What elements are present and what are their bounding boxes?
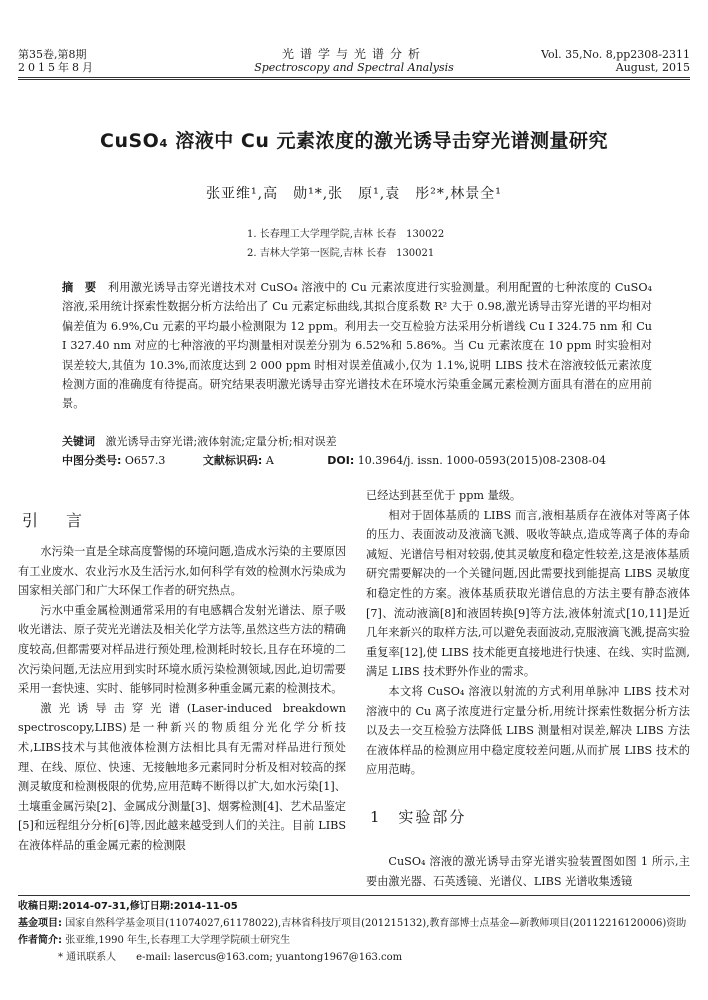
paragraph: 相对于固体基质的 LIBS 而言,液相基质存在液体对等离子体的压力、表面波动及液滴飞溅、吸收等缺点,造成等离子体的寿命减短、光谱信号相对较弱,使其灵敏度和稳定性较差,这是液体基质研究需要解决的一个关键问题,因此需要找到能提高 LIBS 灵敏度和稳定性的方案。液体基质获取光谱信息的方法主要有静态液体[7]、流动液滴[8]和液固转换[9]等方法,液体射流式[10,11]是近几年来新兴的取样方法,可以避免表面波动,克服液滴飞溅,提高实验重复率[12],使 LIBS 技术能更直接地进行快速、在线、实时监测,满足 LIBS 技术野外作业的需求。	[366, 508, 690, 679]
abstract-text: 利用激光诱导击穿光谱技术对 CuSO₄ 溶液中的 Cu 元素浓度进行实验测量。利用配置的七种浓度的 CuSO₄ 溶液,采用统计探索性数据分析方法给出了 Cu 元素定标曲线,其拟合度系数 R² 大于 0.98,激光诱导击穿光谱的平均相对偏差值为 6.9%,Cu 元素的平均最小检测限为 12 ppm。利用去一交互检验方法采用分析谱线 Cu Ⅰ 324.75 nm 和 Cu Ⅰ 327.40 nm 对应的七种溶液的平均测量相对误差分别为 6.52%和 5.86%。当 Cu 元素浓度在 10 ppm 时实验相对误差较大,其值为 10.3%,而浓度达到 2 000 ppm 时相对误差值减小,仅为 1.1%,说明 LIBS 技术在溶液较低元素浓度检测方面的准确度有待提高。研究结果表明激光诱导击穿光谱技术在环境水污染重金属元素检测方面具有潜在的应用前景。	[62, 281, 652, 411]
section-heading-experiment	[370, 806, 466, 827]
journal-volume-issue	[18, 48, 96, 74]
abstract-label: 摘 要	[62, 281, 97, 294]
header-rule-2	[18, 79, 690, 80]
affiliation-1: 1. 长春理工大学理学院,吉林 长春 130022	[247, 229, 445, 240]
author-bio-text: 张亚维,1990 年生,长春理工大学理学院硕士研究生	[65, 935, 291, 946]
corresponding-email: * 通讯联系人 e-mail: lasercus@163.com; yuantong1967@163.com	[58, 952, 403, 963]
right-column-body	[366, 486, 690, 780]
journal-date-en: August, 2015	[615, 61, 690, 74]
experiment-paragraph	[366, 852, 690, 891]
journal-volume-en: Vol. 35,No. 8,pp2308-2311	[541, 48, 690, 61]
author-bio-line	[18, 932, 690, 949]
section-number: 1	[370, 808, 382, 826]
fund-label: 基金项目:	[18, 918, 62, 929]
paper-title: CuSO₄ 溶液中 Cu 元素浓度的激光诱导击穿光谱测量研究	[100, 130, 608, 152]
doc-value: A	[265, 454, 274, 467]
paragraph: 水污染一直是全球高度警惕的环境问题,造成水污染的主要原因有工业废水、农业污水及生活污水,如何科学有效的检测水污染成为国家相关部门和广大环保工作者的研究热点。	[18, 545, 347, 598]
author-bio-label: 作者简介:	[18, 935, 62, 946]
footnote-rule	[18, 895, 690, 896]
journal-name-en: Spectroscopy and Spectral Analysis	[254, 61, 454, 74]
section-title-experiment: 实验部分	[398, 808, 467, 826]
fund-line	[18, 915, 690, 932]
paragraph: 已经达到甚至优于 ppm 量级。	[366, 489, 522, 502]
journal-name-cn: 光谱学与光谱分析	[281, 47, 426, 61]
paragraph: 本文将 CuSO₄ 溶液以射流的方式利用单脉冲 LIBS 技术对溶液中的 Cu 离子浓度进行定量分析,用统计探索性数据分析方法以及去一交互检验方法降低 LIBS 测量相对误差,解决 LIBS 方法在液体样品的检测应用中稳定度较差问题,从而扩展 LIBS 技术的应用范畴。	[366, 684, 690, 777]
keywords-text: 激光诱导击穿光谱;液体射流;定量分析;相对误差	[105, 435, 337, 448]
affiliation-2: 2. 吉林大学第一医院,吉林 长春 130021	[247, 248, 435, 259]
paragraph: 激光诱导击穿光谱(Laser-induced breakdown spectroscopy,LIBS)是一种新兴的物质组分光化学分析技术,LIBS技术与其他液体检测方法相比具有无需对样品进行预处理、在线、原位、快速、无接触地多元素同时分析及相对较高的探测灵敏度和检测极限的优势,应用范畴不断得以扩大,如水污染[1]、土壤重金属污染[2]、金属成分测量[3]、烟雾检测[4]、艺术品鉴定[5]和远程组分分析[6]等,因此越来越受到人们的关注。目前 LIBS 在液体样品的重金属元素的检测限	[18, 701, 346, 852]
section-title-intro: 引 言	[22, 511, 89, 530]
abstract	[62, 278, 652, 414]
left-column-body	[18, 542, 346, 856]
doc-label: 文献标识码:	[202, 454, 263, 467]
journal-name	[204, 48, 504, 74]
paragraph: CuSO₄ 溶液的激光诱导击穿光谱实验装置图如图 1 所示,主要由激光器、石英透镜、光谱仪、LIBS 光谱收集透镜	[366, 855, 690, 888]
journal-pages	[541, 48, 690, 74]
received-date: 收稿日期:2014-07-31,修订日期:2014-11-05	[18, 901, 238, 912]
doi-value: 10.3964/j. issn. 1000-0593(2015)08-2308-04	[357, 454, 606, 467]
header-rule	[18, 77, 690, 78]
keywords	[62, 434, 662, 449]
fund-text: 国家自然科学基金项目(11074027,61178022),吉林省科技厅项目(201215132),教育部博士点基金—新教师项目(20112216120006)资助	[65, 918, 687, 929]
footnotes	[18, 898, 690, 966]
journal-volume-cn: 第35卷,第8期	[18, 48, 87, 61]
journal-date-cn: 2015年8月	[18, 61, 96, 74]
doi-label: DOI:	[327, 454, 355, 467]
paragraph: 污水中重金属检测通常采用的有电感耦合发射光谱法、原子吸收光谱法、原子荧光光谱法及相关化学方法等,虽然这些方法的精确度较高,但都需要对样品进行预处理,检测耗时较长,且存在环境的二次污染问题,无法应用到实时环境水质污染检测领域,因此,迫切需要采用一套快速、实时、能够同时检测多种重金属元素的检测技术。	[18, 603, 346, 696]
cls-label: 中图分类号:	[62, 454, 122, 467]
classification-line	[62, 453, 662, 468]
cls-value: O657.3	[124, 454, 166, 467]
keywords-label: 关键词	[62, 435, 95, 448]
author-list: 张亚维¹,高 勋¹*,张 原¹,袁 彤²*,林景全¹	[206, 186, 502, 202]
